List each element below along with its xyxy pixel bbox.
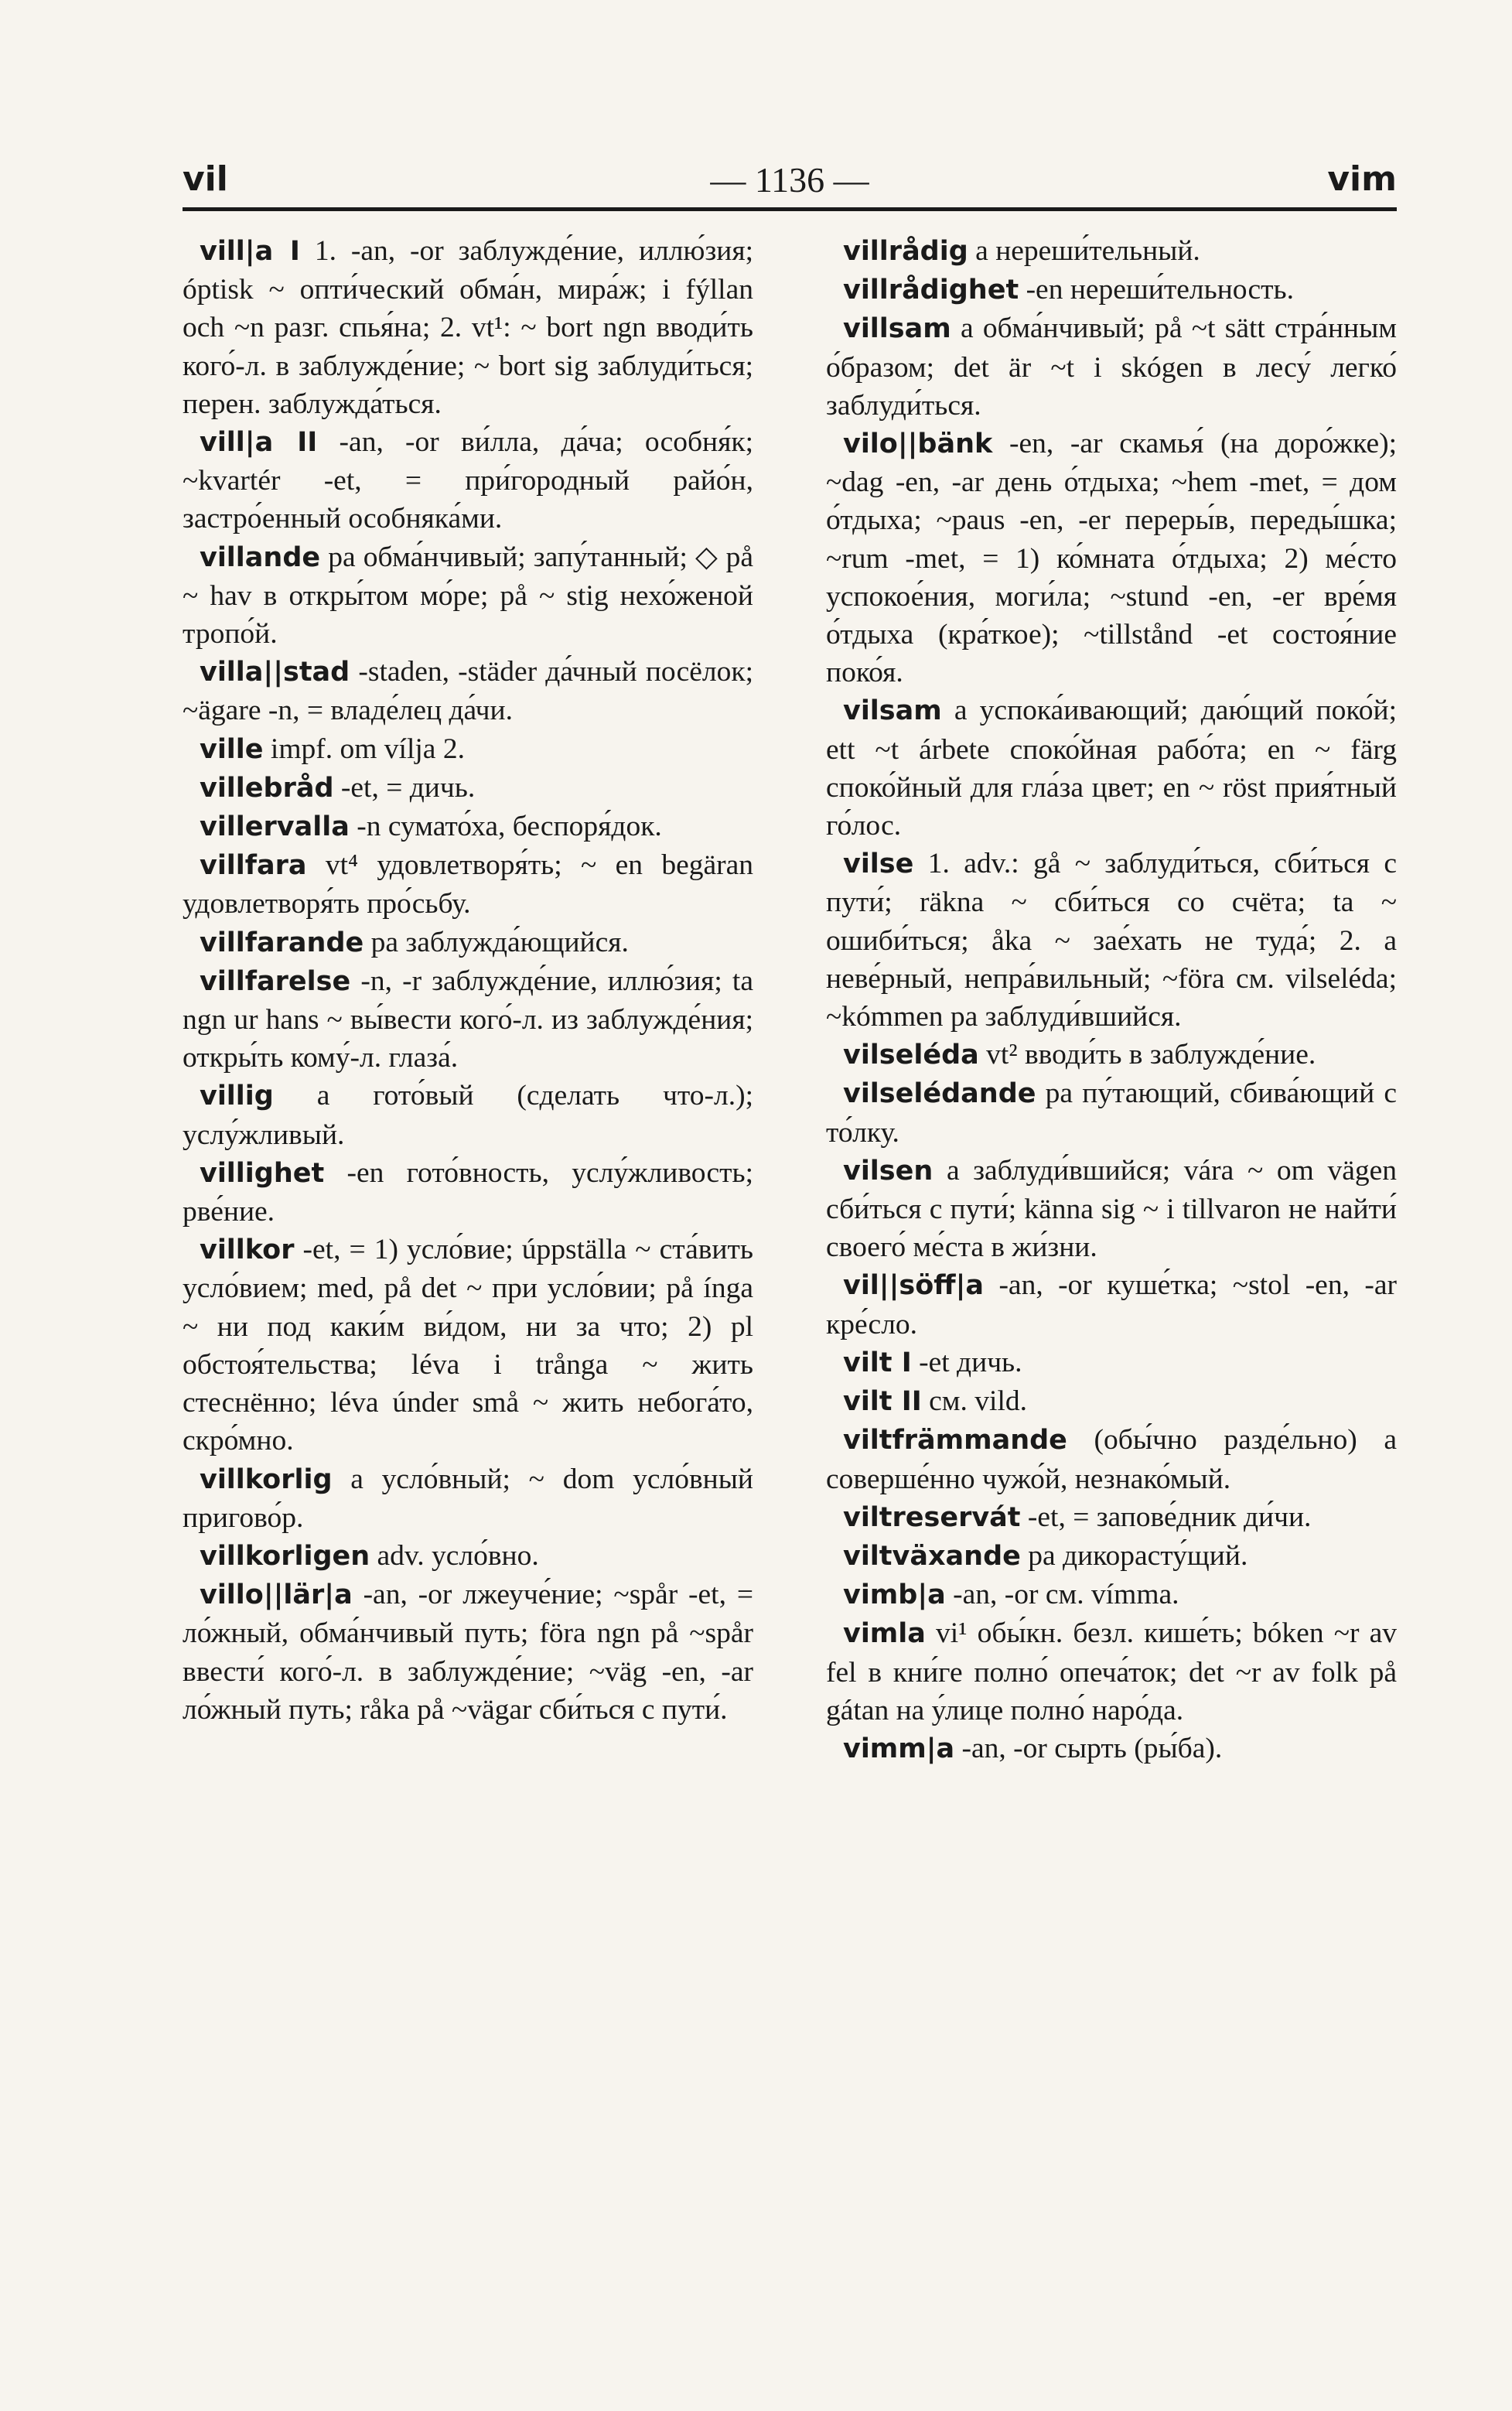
dictionary-entry [826,1730,1397,1768]
header-rule [183,207,1397,211]
dictionary-entry [183,232,753,423]
entry-definition: adv. усло́вно. [370,1539,539,1572]
dictionary-entry [183,1154,753,1231]
dictionary-entry [826,1421,1397,1497]
entry-headword: viltväxande [843,1540,1021,1572]
dictionary-entry [183,730,753,769]
entry-headword: villrådighet [843,275,1019,306]
entry-definition: a обма́нчивый; på ~t sätt стра́нным о́бразом; det är ~t i skógen в лесу́ легко́ заблуди́ться. [826,312,1397,422]
entry-headword: villfarelse [200,965,351,997]
entry-definition: 1. -an, -or заблужде́ние, иллю́зия; óptisk ~ опти́ческий обма́н, мира́ж; i fýllan och ~n разг. спья́на; 2. vt¹: ~ bort ngn вводи́ть кого́-л. в заблужде́ние; ~ bort sig заблуди́ться; перен. заблужда́ться. [183,235,753,420]
entry-headword: viltreservát [843,1501,1021,1533]
entry-headword: villighet [200,1157,325,1189]
page-number: — 1136 — [710,160,869,200]
entry-definition: -n сумато́ха, беспоря́док. [349,811,662,843]
dictionary-entry [183,808,753,846]
entry-headword: villa||stad [200,657,350,688]
right-column [826,232,1397,1768]
entry-definition: a успока́ивающий; даю́щий поко́й; ett ~t árbete споко́йная рабо́та; en ~ färg споко́йный для гла́за цвет; en ~ röst прия́тный го́лос. [826,695,1397,842]
dictionary-entry [826,1074,1397,1151]
entry-definition: vt⁴ удовлетворя́ть; ~ en begäran удовлетворя́ть про́сьбу. [183,849,753,920]
entry-definition: pa заблужда́ющийся. [363,926,629,958]
entry-headword: villande [200,541,321,573]
entry-headword: vimb|a [843,1579,946,1611]
entry-headword: viltfrämmande [843,1425,1067,1457]
dictionary-entry [826,309,1397,425]
entry-headword: vilseléda [843,1040,979,1071]
entry-headword: villebråd [200,772,334,804]
entry-headword: villfarande [200,927,364,958]
dictionary-entry [826,692,1397,845]
entry-definition: pa дикорасту́щий. [1020,1539,1248,1572]
entry-definition: vi¹ обы́кн. безл. кише́ть; bóken ~r av fel в кни́ге полно́ опеча́ток; det ~r av folk på gátan на у́лице полно́ наро́да. [826,1617,1397,1726]
dictionary-entry [183,769,753,808]
dictionary-entry [183,1576,753,1729]
dictionary-entry [826,1614,1397,1730]
dictionary-entry [826,1498,1397,1537]
entry-definition: a усло́вный; ~ dom усло́вный пригово́р. [183,1463,753,1534]
dictionary-entry [826,1537,1397,1576]
entry-headword: villig [200,1081,274,1112]
entry-definition: -en, -ar скамья́ (на доро́жке); ~dag -en, -ar день о́тдыха; ~hem -met, = дом о́тдыха; ~paus -en, -er переры́в, переды́шка; ~rum -met, = 1) ко́мната о́тдыха; 2) ме́сто успокое́ния, моги́ла; ~stund -en, -er вре́мя о́тдыха (кра́ткое); ~tillstånd -et состоя́ние поко́я. [826,428,1397,689]
dictionary-entry [826,1152,1397,1267]
dictionary-entry [826,1266,1397,1343]
entry-definition: -et, = дичь. [333,771,476,804]
entry-headword: vilt I [843,1347,912,1378]
entry-headword: vilsam [843,695,942,727]
page-header [183,159,1397,206]
entry-definition: a заблуди́вшийся; vára ~ om vägen сби́ться с пути́; känna sig ~ i tillvaron не найти́ своего́ ме́ста в жи́зни. [826,1154,1397,1264]
dictionary-entry [826,1344,1397,1382]
entry-definition: -et, = запове́дник ди́чи. [1020,1501,1312,1533]
entry-headword: vimm|a [843,1733,955,1764]
entry-headword: vill|a I [200,236,300,267]
dictionary-entry [826,1036,1397,1074]
dictionary-entry [826,271,1397,309]
header-left-guideword: vil [183,159,228,199]
entry-definition: -et, = 1) усло́вие; úppställa ~ ста́вить усло́вием; med, på det ~ при усло́вии; på ínga ~ ни под каки́м ви́дом, ни за что; 2) pl обстоя́тельства; léva i trånga ~ жить стеснённо; léva únder små ~ жить небога́то, скро́мно. [183,1234,753,1457]
entry-definition: a нереши́тельный. [968,235,1200,267]
entry-headword: vilt II [843,1386,922,1418]
entry-definition: pa пу́тающий, сбива́ющий с то́лку. [826,1077,1397,1149]
entry-headword: villervalla [200,811,350,843]
dictionary-entry [183,962,753,1077]
entry-definition: -staden, -städer да́чный посёлок; ~ägare -n, = владе́лец да́чи. [183,656,753,727]
entry-headword: villsam [843,313,951,345]
dictionary-entry [826,845,1397,1036]
entry-definition: (обы́чно разде́льно) a соверше́нно чужо́й, незнако́мый. [826,1424,1397,1495]
dictionary-entry [183,1231,753,1460]
dictionary-entry [826,425,1397,692]
entry-definition: -en гото́вность, услу́жливость; рве́ние. [183,1156,753,1228]
entry-definition: vt² вводи́ть в заблужде́ние. [978,1039,1316,1071]
entry-definition: -en нереши́тельность. [1019,274,1294,306]
dictionary-entry [183,846,753,923]
entry-headword: vilselédande [843,1078,1036,1110]
dictionary-entry [183,423,753,538]
dictionary-entry [826,232,1397,271]
dictionary-entry [183,538,753,654]
dictionary-entry [183,1077,753,1153]
entry-definition: -an, -or лжеуче́ние; ~spår -et, = ло́жный, обма́нчивый путь; föra ngn på ~spår ввести́ кого́-л. в заблужде́ние; ~väg -en, -ar ло́жный путь; råka på ~vägar сби́ться с пути́. [183,1579,753,1726]
dictionary-entry [183,924,753,962]
header-right-guideword: vim [1327,159,1397,199]
entry-headword: vilse [843,849,914,880]
entry-headword: vilsen [843,1155,933,1187]
entry-headword: villfara [200,850,307,882]
entry-headword: villkor [200,1235,295,1266]
dictionary-entry [826,1382,1397,1421]
entry-definition: impf. om vílja 2. [263,733,465,765]
entry-definition: -an, -or сырть (ры́ба). [954,1732,1223,1764]
dictionary-entry [183,653,753,729]
entry-headword: villo||lär|a [200,1579,353,1611]
dictionary-entry [183,1460,753,1537]
left-column [183,232,753,1729]
entry-definition: -et дичь. [911,1346,1022,1378]
entry-headword: vill|a II [200,427,318,459]
entry-headword: villkorlig [200,1463,333,1495]
entry-definition: 1. adv.: gå ~ заблуди́ться, сби́ться с пути́; räkna ~ сби́ться со счёта; ta ~ ошиби́ться; åka ~ зае́хать не туда́; 2. a неве́рный, непра́вильный; ~föra см. vilseléda; ~kómmen pa заблуди́вшийся. [826,848,1397,1033]
entry-definition: -an, -or куше́тка; ~stol -en, -ar кре́сло. [826,1269,1397,1340]
entry-headword: vil||söff|a [843,1270,985,1302]
entry-headword: ville [200,733,264,765]
entry-definition: см. vild. [921,1385,1027,1418]
entry-headword: villkorligen [200,1540,370,1572]
entry-headword: vimla [843,1618,926,1650]
entry-definition: a гото́вый (сделать что-л.); услу́жливый. [183,1080,753,1151]
dictionary-entry [826,1576,1397,1614]
entry-definition: -an, -or см. vímma. [945,1579,1179,1611]
dictionary-entry [183,1537,753,1576]
entry-definition: pa обма́нчивый; запу́танный; ◇ på ~ hav в откры́том мо́ре; på ~ stig нехо́женой тропо́й. [183,541,753,651]
entry-definition: -an, -or ви́лла, да́ча; особня́к; ~kvartér -et, = при́городный райо́н, застро́енный особняка́ми. [183,426,753,535]
entry-headword: villrådig [843,236,968,267]
entry-definition: -n, -r заблужде́ние, иллю́зия; ta ngn ur hans ~ вы́вести кого́-л. из заблужде́ния; откры́ть кому́-л. глаза́. [183,965,753,1074]
entry-headword: vilo||bänk [843,429,993,460]
